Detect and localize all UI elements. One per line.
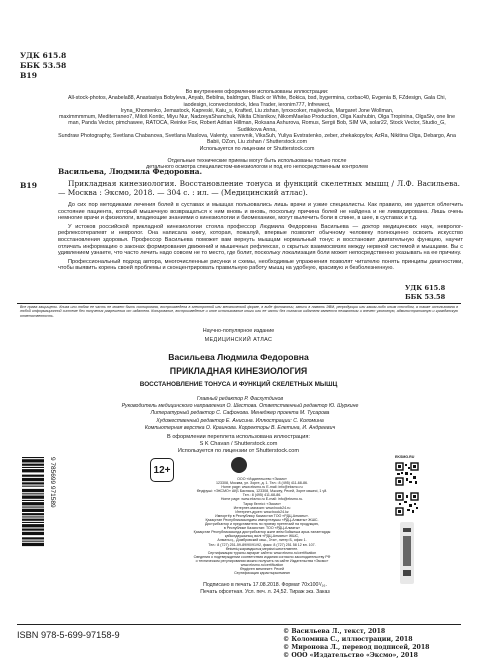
bib-author: Васильева, Людмила Федоровна. <box>58 167 203 176</box>
barcode-bar <box>22 507 44 508</box>
barcode-bar <box>22 524 44 527</box>
barcode-bar <box>22 519 44 521</box>
staff-list <box>60 396 420 432</box>
divider <box>17 303 461 304</box>
barcode-bar <box>22 464 44 466</box>
barcode-bar <box>22 543 44 546</box>
publisher-line: Тауар белгісі: «Эксмо» <box>243 501 281 506</box>
barcode-bar <box>22 489 44 492</box>
publisher-line: Сертификация туралы ақпарат сайтта: www.eksmo.ru/certification <box>207 550 317 555</box>
credits-line: Sundraw Photography, Svetlana Chabanova, Svetlana Maslova, Valenty, varenvnik, VikaSuh, Yuliya Evstratenko, zeber, zhekakopylov, AzRa, Nikitina Olga, Debargo, Ana Babii, OZon, Liu zishan / Shutterstock.com <box>58 133 456 146</box>
print-info <box>150 582 380 595</box>
barcode-bar <box>22 522 44 523</box>
qr-code-icon <box>395 462 419 486</box>
publisher-info <box>152 477 372 575</box>
bbk-code: ББК 53.58 <box>20 61 67 70</box>
credits-line: Во внутреннем оформлении использованы иллюстрации: <box>185 89 329 95</box>
barcode-bar <box>22 513 44 515</box>
staff-line: Компьютерная верстка О. Краинова. Корректоры В. Елетина, И. Андреевич <box>144 424 336 431</box>
barcode-bar <box>22 496 44 499</box>
divider <box>17 624 461 625</box>
bbk-code-repeat: ББК 53.58 <box>405 293 446 301</box>
imprint-author: Васильева Людмила Федоровна <box>168 352 309 362</box>
qr-code-icon <box>395 492 419 516</box>
cover-credit-line: В оформлении переплета использована иллюстрация: <box>167 434 310 440</box>
publisher-line: Сертификация қарастырылмаған <box>234 571 290 576</box>
publisher-line: Алматы қ., Домбровский көш., 3«а», литер Б, офис 1. <box>217 538 307 543</box>
credits-line: Используется по лицензии от Shutterstock.com <box>199 145 315 152</box>
print-date: Подписано в печать 17.08.2018. Формат 70х100¹/₁₆. <box>203 582 327 588</box>
barcode-bar <box>22 509 44 512</box>
copyright-line: © Коломина С., иллюстрации, 2018 <box>283 636 413 643</box>
series-label: МЕДИЦИНСКИЙ АТЛАС <box>204 337 273 343</box>
cover-credit-line: S K Chavan / Shutterstock.com <box>199 441 278 447</box>
publisher-line: Өндірген мемлекет: Ресей <box>239 567 285 572</box>
publisher-line: Сведения о подтверждении соответствия издания согласно законодательству РФ <box>193 554 331 559</box>
publisher-line: Импортёр в Республику Казахстан ТОО «РДЦ-Алматы». <box>215 513 309 518</box>
staff-line: Главный редактор Р. Фасхутдинов <box>196 396 284 402</box>
publisher-line: Интернет-дүкен: www.book24.kz <box>235 509 289 514</box>
cover-credits <box>0 434 477 455</box>
imprint-title: ПРИКЛАДНАЯ КИНЕЗИОЛОГИЯ <box>169 366 308 376</box>
publisher-line: Интернет-магазин: www.book24.ru <box>233 505 291 510</box>
publisher-line: 123308, Москва, ул. Зорге, д. 1. Тел.: 8 (495) 411-68-86. <box>215 481 309 486</box>
staff-line: Руководитель медицинского направления О. Шестова. Ответственный редактор Ю. Шуркине <box>121 403 359 410</box>
legal-notice: Все права защищены. Книга или любая ее часть не может быть скопирована, воспроизведена в электронной или механической форме, в виде фотокопии, записи в память ЭВМ, репродукции или каким-либо иным способом, а также использована в любой информационной системе без получения разрешения от издателя. Копирование, воспроизведение и иное использование книги или ее части без согласия издателя является незаконным и влечет уголовную, административную и гражданскую ответственность. <box>20 305 458 318</box>
staff-line: Художественный редактор Е. Анисина. Иллюстрации: С. Коломина <box>156 417 324 424</box>
credits-line: maximmmmum, Mediterraneo7, Miloš Kontic, Miyu Nur, NadzeyaShanchuk, Nikita Chisnikov, NikomMaelao Production, Olga Kashubin, Olga Tropinina, OlgaSiv, one line man, Panda Vector, pimchawee, RATOCA, Reinke Fox, Robert Adrian Hillman, Roksana Ashurova, Romus, Sergii Bob, SIM VA, solar22, Stock Vector, Studio_G, Sudikkova Anna, <box>58 114 456 133</box>
copyright-line: © Васильева Л., текст, 2018 <box>283 628 386 635</box>
illustration-credits <box>56 89 458 171</box>
publisher-line: Қазақстан Республикасындағы импорттаушы «РДЦ-Алматы» ЖШС. <box>205 517 319 522</box>
credits-line: детального осмотра специалистом-кинезиологом и под его непосредственным контролем <box>146 164 368 171</box>
isbn-barcode <box>20 453 54 624</box>
publisher-logo-icon <box>231 457 247 473</box>
staff-line: Литературный редактор С. Сафонова. Менеджер проекта М. Тусарова <box>150 410 330 417</box>
imprint-subtitle: ВОССТАНОВЛЕНИЕ ТОНУСА И ФУНКЦИЙ СКЕЛЕТНЫХ МЫШЦ <box>139 381 338 388</box>
publisher-line: Home page: www.eksmo.ru E-mail: info@eksmo.ru. <box>220 497 304 502</box>
barcode-bar <box>22 482 44 484</box>
barcode-bar <box>22 486 44 487</box>
copyright-line: © Миронова Л., перевод подписей, 2018 <box>283 644 430 651</box>
publisher-line: Тел.: 8 (495) 411-68-86. <box>242 493 282 498</box>
isbn: ISBN 978-5-699-97158-9 <box>17 630 120 640</box>
barcode-bar <box>22 529 44 531</box>
barcode-bar <box>22 537 44 539</box>
credits-line: Iryna_Khomenko, Jemastock, Kapreski, Kaiu_s, Krafted, Liu zishan, lynxxcoker, majivecka, Margaret Jone Wollman, <box>120 107 394 114</box>
barcode-digits: 9 785699 971589 <box>49 457 56 508</box>
barcode-bar <box>22 475 44 477</box>
credits-line: All-stock-photos, Anabela88, Anastasiya Bobyleva, Anyab, Bebilna, baldrrgan, Black or White, Bokica, bsd, bygermina, corbac40, Evgenia B, FZdesign, Gala Chi, iaodesign, iconvectorstock, Idea Trader, ieronim777, Infrewect, <box>67 95 447 108</box>
liters-logo-icon <box>398 522 416 584</box>
publisher-line: Өндіруші: «ЭКСМО» АҚБ Баспасы, 123308, Мәскеу, Ресей, Зорге көшесі, 1 үй. <box>196 489 328 494</box>
barcode-bar <box>22 516 44 517</box>
annotation <box>58 202 463 274</box>
publisher-line: қабылдаушының өкілі «РДЦ-Алматы» ЖШС, <box>224 534 300 539</box>
age-rating-badge: 12+ <box>150 458 174 482</box>
barcode-bar <box>22 532 44 535</box>
barcode-bar <box>22 478 44 481</box>
print-specs: Печать офсетная. Усл. печ. л. 24,52. Тираж экз. Заказ <box>200 588 330 595</box>
udk-code-repeat: УДК 615.8 <box>405 284 446 292</box>
publisher-line: Тел.: 8 (727) 251-59-89/90/91/92, факс: 8 (727) 251 58 12 вн. 107. <box>208 542 316 547</box>
barcode-bar <box>22 500 44 501</box>
publisher-line: Home page: www.eksmo.ru E-mail: info@eksmo.ru <box>221 485 303 490</box>
publisher-line: ООО «Издательство «Эксмо» <box>237 477 287 481</box>
publisher-line: о техническом регулировании можно получить на сайте Издательства «Эксмо» <box>195 558 329 563</box>
credits-line: Отдельные технические приемы могут быть использованы только после <box>167 157 347 164</box>
annotation-paragraph: У истоков российской прикладной кинезиологии стояла профессор Людмила Федоровна Васильева — доктор медицинских наук, невролог-рефлексотерапевт и невролог. Она написала книгу, которая, пожалуй, впервые позволит обычному человеку полноценно освоить искусство восстановления здоровья. Профессор Васильева поможет вам вернуть мышцам нормальный тонус и восстановит двигательную функцию, научит отличать информацию о законах формирования движений и мышечных рефлексах, о скрытых взаимосвязях между нервной системой и мышцами. Вы с удивлением узнаете, что часто лечить надо совсем не то место, где болит, поскольку локализация боли может непосредственно указывать на ее причину. <box>58 223 463 257</box>
bib-title: Прикладная кинезиология. Восстановление тонуса и функций скелетных мышц / Л.Ф. Васильева. — Москва : Эксмо, 2018. — 304 с. : ил. — (Медицинский атлас). <box>58 179 460 197</box>
udk-code: УДК 615.8 <box>20 51 67 60</box>
genre-label: Научно-популярное издание <box>202 328 275 334</box>
barcode-bar <box>22 541 44 542</box>
barcode-bar <box>22 502 44 505</box>
barcode-bar <box>22 457 44 458</box>
publisher-line: Өнімнің жарамдылық мерзімі шектелмеген. <box>225 546 299 551</box>
annotation-paragraph: Профессиональный подход автора, многочисленные рисунки и схемы, необходимые упражнения позволят читателю понять принципы диагностики, чтобы выявить корень своей проблемы и сконцентрировать правильную работу мышц на удобную, красивую и безболезненную. <box>58 258 463 272</box>
annotation-paragraph: До сих пор методиками лечения болей в суставах и мышцах пользовались лишь врачи и узкие специалисты. Как правило, им удается облегчить состояние пациента, который мышечную возвращаться к ним вновь и вновь, поскольку причина болей не найдена и не ликвидирована. Лишь очень немногие врачи и физиологи, владеющие знаниями о кинезиологии и биомеханике, могут вылечить боли в спине, в шее, в суставах и т.д. <box>58 202 463 222</box>
bib-classification-code: В19 <box>20 181 37 190</box>
barcode-bar <box>22 469 44 472</box>
barcode-bar <box>22 493 44 494</box>
publisher-line: Дистрибьютор и представитель по приему претензий на продукцию, <box>204 522 320 527</box>
classification-code: В19 <box>20 71 37 80</box>
publisher-line: www.eksmo.ru/certification <box>240 562 284 567</box>
publisher-line: в Республике Казахстан: ТОО «РДЦ-Алматы» <box>223 526 301 531</box>
publisher-line: Қазақстан Республикасында дистрибьютор және өнім бойынша арыз-талаптарды <box>193 530 331 535</box>
copyright-line: © ООО «Издательство «Эксмо», 2018 <box>283 652 418 659</box>
barcode-bar <box>22 467 44 468</box>
barcode-bar <box>22 459 44 462</box>
qr-label: EKSMO.RU <box>395 455 415 459</box>
cover-credit-line: Используется по лицензии от Shutterstock.com <box>177 448 300 454</box>
